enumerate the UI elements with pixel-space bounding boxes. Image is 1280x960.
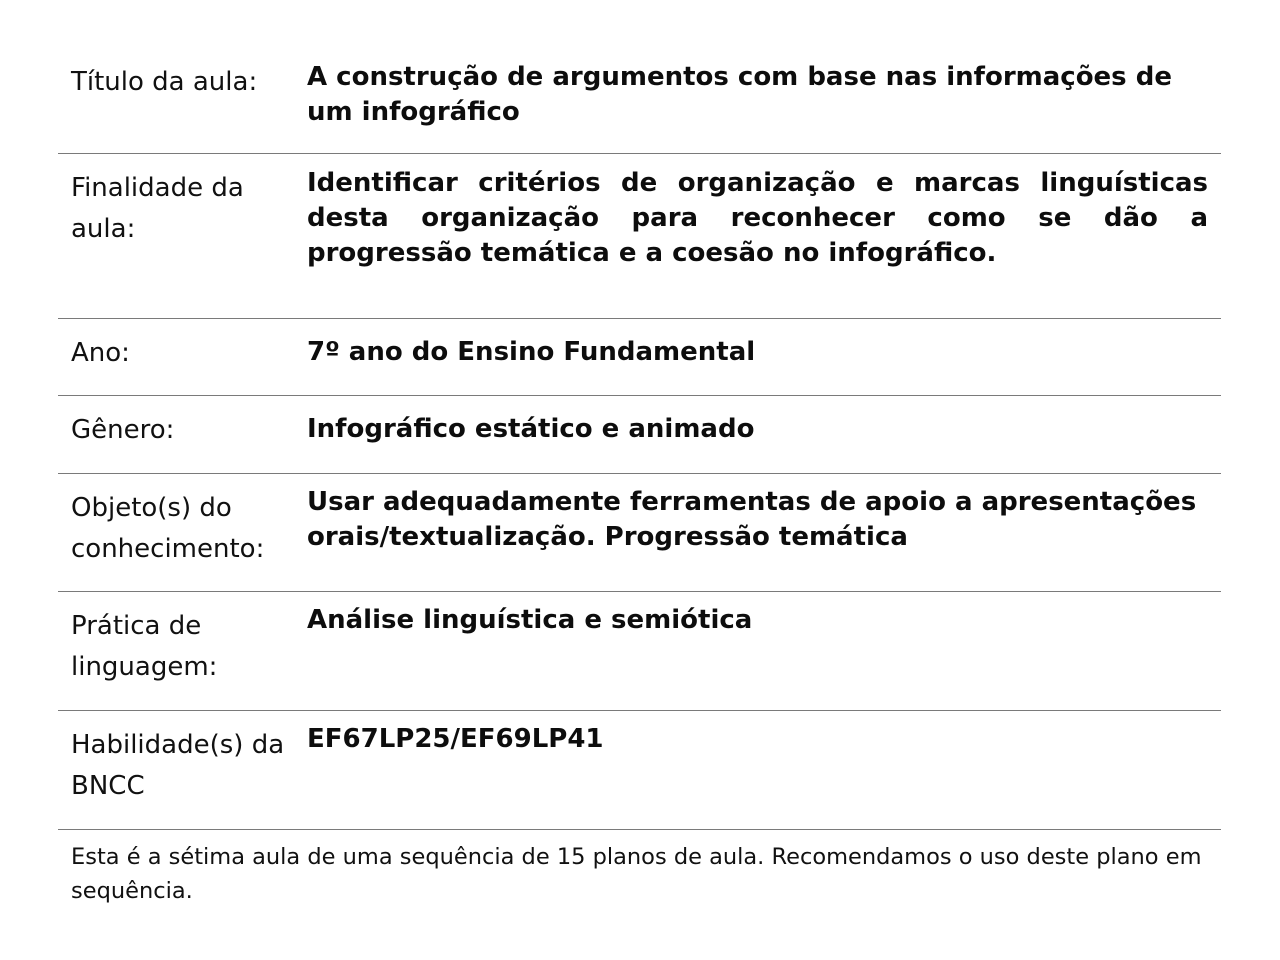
lesson-plan-table — [58, 52, 1221, 908]
language-practice-label: Prática de linguagem: — [71, 611, 218, 682]
sequence-footnote: Esta é a sétima aula de uma sequência de 15 planos de aula. Recomendamos o uso deste plano em sequência. — [71, 844, 1202, 904]
knowledge-objects-value: Usar adequadamente ferramentas de apoio a apresentações orais/textualização. Progressão temática — [307, 487, 1197, 552]
row-school-year — [58, 319, 1221, 396]
row-knowledge-objects — [58, 474, 1221, 592]
row-language-practice — [58, 592, 1221, 711]
language-practice-value: Análise linguística e semiótica — [307, 605, 753, 635]
row-genre — [58, 396, 1221, 474]
row-lesson-title — [58, 52, 1221, 154]
bncc-skills-value: EF67LP25/EF69LP41 — [307, 724, 604, 754]
lesson-title-label: Título da aula: — [71, 67, 258, 97]
genre-value: Infográfico estático e animado — [307, 414, 755, 444]
school-year-label: Ano: — [71, 338, 130, 368]
bncc-skills-label: Habilidade(s) da BNCC — [71, 730, 285, 801]
genre-label: Gênero: — [71, 415, 175, 445]
knowledge-objects-label: Objeto(s) do conhecimento: — [71, 493, 265, 564]
school-year-value: 7º ano do Ensino Fundamental — [307, 337, 756, 367]
row-lesson-purpose — [58, 154, 1221, 319]
lesson-purpose-value: Identificar critérios de organização e marcas linguísticas desta organização para reconhecer como se dão a progressão temática e a coesão no infográfico. — [307, 168, 1208, 268]
lesson-purpose-label: Finalidade da aula: — [71, 173, 244, 244]
row-bncc-skills — [58, 711, 1221, 830]
lesson-title-value: A construção de argumentos com base nas informações de um infográfico — [307, 62, 1172, 127]
